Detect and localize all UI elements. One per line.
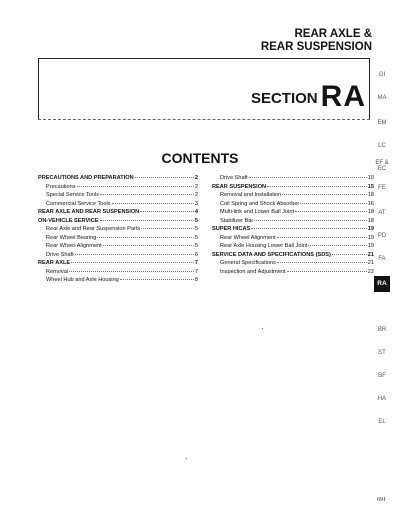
toc-entry-label: Inspection and Adjustment xyxy=(220,268,286,275)
toc-entry-label: SERVICE DATA AND SPECIFICATIONS (SDS) xyxy=(212,251,331,258)
section-tab: GI xyxy=(378,72,386,78)
toc-dot-leader xyxy=(277,262,367,263)
toc-dot-leader xyxy=(300,203,366,204)
section-tab: MA xyxy=(377,95,387,101)
toc-entry-page: 6 xyxy=(194,251,198,258)
toc-entry xyxy=(212,183,374,192)
toc-dot-leader xyxy=(135,177,194,178)
toc-entry xyxy=(38,251,198,260)
toc-entry-page: 15 xyxy=(367,183,374,190)
section-tab: BR xyxy=(377,327,387,333)
section-tab: FE xyxy=(378,185,386,191)
toc-dot-leader xyxy=(282,194,367,195)
toc-dot-leader xyxy=(103,245,194,246)
title-frame-right-border xyxy=(369,58,370,120)
title-frame-left-border xyxy=(38,58,39,120)
section-tab: BF xyxy=(378,373,386,379)
toc-entry xyxy=(38,174,198,183)
toc-entry xyxy=(38,183,198,192)
page-number: 691 xyxy=(377,497,386,503)
header-title-line2: REAR SUSPENSION xyxy=(260,41,372,53)
toc-entry-page: 7 xyxy=(194,268,198,275)
toc-dot-leader xyxy=(100,194,194,195)
header-title xyxy=(261,28,372,54)
toc-dot-leader xyxy=(249,177,367,178)
toc-entry-label: Stabilizer Bar xyxy=(220,217,254,224)
toc-entry-page: 19 xyxy=(367,243,374,249)
contents-heading: CONTENTS xyxy=(161,150,239,166)
toc-entry-page: 10 xyxy=(367,175,374,181)
toc-dot-leader xyxy=(97,237,194,238)
toc-dot-leader xyxy=(287,271,367,272)
toc-entry-page: 8 xyxy=(194,277,198,283)
section-tab: PD xyxy=(377,233,387,239)
toc-dot-leader xyxy=(71,262,194,263)
section-tab: RA xyxy=(374,276,390,292)
toc-entry xyxy=(38,191,198,200)
toc-dot-leader xyxy=(112,203,194,204)
toc-entry-label: REAR AXLE AND REAR SUSPENSION xyxy=(38,209,140,215)
toc-entry xyxy=(212,200,374,209)
toc-entry-page: 19 xyxy=(367,234,374,241)
toc-entry xyxy=(212,191,374,200)
toc-entry-page: 2 xyxy=(194,192,198,198)
toc-entry-label: Drive Shaft xyxy=(46,251,74,258)
toc-entry-label: Drive Shaft xyxy=(220,175,248,181)
toc-entry xyxy=(212,225,374,234)
toc-entry-label: Coil Spring and Shock Absorber xyxy=(220,200,300,207)
toc-dot-leader xyxy=(140,211,194,212)
toc-entry-page: 5 xyxy=(194,217,198,224)
toc-entry-page: 16 xyxy=(367,200,374,207)
toc-entry xyxy=(38,208,198,217)
toc-entry-page: 18 xyxy=(367,217,374,224)
toc-entry-label: Commercial Service Tools xyxy=(46,200,111,207)
toc-entry xyxy=(38,200,198,209)
toc-entry-page: 5 xyxy=(194,234,198,241)
toc-entry xyxy=(38,242,198,251)
section-tab: LC xyxy=(378,143,386,149)
toc-dot-leader xyxy=(295,211,367,212)
toc-dot-leader xyxy=(77,186,194,187)
scan-speck xyxy=(186,458,187,459)
toc-entry-page: 18 xyxy=(367,209,374,215)
toc-entry-label: PRECAUTIONS AND PREPARATION xyxy=(38,175,134,181)
toc-entry-page: 2 xyxy=(194,175,198,181)
toc-entry-label: REAR AXLE xyxy=(38,260,71,266)
section-tab: EL xyxy=(378,419,386,425)
toc-dot-leader xyxy=(254,220,367,221)
toc-entry xyxy=(212,268,374,277)
toc-entry-label: Precautions xyxy=(46,183,76,190)
toc-entry-page: 19 xyxy=(367,226,374,232)
title-frame-top-border xyxy=(38,58,370,59)
toc-entry-label: Removal xyxy=(46,268,69,275)
scan-speck xyxy=(262,328,263,329)
section-tab: FA xyxy=(378,256,386,262)
toc-entry-page: 7 xyxy=(194,260,198,266)
toc-entry-label: Removal and Installation xyxy=(220,192,282,198)
toc-entry xyxy=(38,259,198,268)
toc-entry-label: General Specifications xyxy=(220,260,276,266)
toc-entry xyxy=(212,174,374,183)
toc-dot-leader xyxy=(277,237,367,238)
section-tab: AT xyxy=(378,210,386,216)
toc-entry-page: 4 xyxy=(194,209,198,215)
toc-entry-page: 2 xyxy=(194,183,198,190)
title-frame-bottom-border xyxy=(38,119,370,120)
toc-dot-leader xyxy=(308,245,366,246)
toc-dot-leader xyxy=(69,271,194,272)
toc-dot-leader xyxy=(120,279,194,280)
toc-entry-page: 22 xyxy=(367,268,374,275)
toc-dot-leader xyxy=(267,186,367,187)
section-word: SECTION xyxy=(250,90,318,107)
toc-entry-page: 3 xyxy=(194,200,198,207)
toc-entry xyxy=(38,234,198,243)
toc-entry xyxy=(212,251,374,260)
toc-entry xyxy=(212,217,374,226)
toc-entry-label: Rear Wheel Alignment xyxy=(220,234,276,241)
section-tab: EM xyxy=(377,120,387,126)
toc-entry-label: ON-VEHICLE SERVICE xyxy=(38,217,99,224)
toc-entry-label: Rear Axle Housing Lower Ball Joint xyxy=(220,243,308,249)
toc-dot-leader xyxy=(75,254,194,255)
section-tab: ST xyxy=(378,350,386,356)
toc-entry-page: 5 xyxy=(194,243,198,249)
toc-entry-page: 18 xyxy=(367,192,374,198)
toc-entry-label: Wheel Hub and Axle Housing xyxy=(46,277,119,283)
toc-entry xyxy=(212,234,374,243)
header-title-line1: REAR AXLE & xyxy=(294,28,372,40)
toc-entry xyxy=(38,268,198,277)
section-tab: EF & EC xyxy=(375,160,389,172)
toc-entry-label: Rear Axle and Rear Suspension Parts xyxy=(46,226,141,232)
toc-right-column xyxy=(212,174,374,276)
toc-dot-leader xyxy=(251,228,367,229)
toc-left-column xyxy=(38,174,198,285)
toc-dot-leader xyxy=(100,220,194,221)
toc-entry-page: 5 xyxy=(194,226,198,232)
toc-entry xyxy=(38,217,198,226)
toc-entry-label: Rear Wheel Bearing xyxy=(46,234,97,241)
toc-entry xyxy=(212,242,374,251)
toc-entry-label: REAR SUSPENSION xyxy=(212,183,267,190)
section-code: RA xyxy=(320,80,366,113)
toc-entry-label: Rear Wheel Alignment xyxy=(46,243,102,249)
toc-entry xyxy=(212,259,374,268)
toc-entry xyxy=(212,208,374,217)
toc-dot-leader xyxy=(332,254,367,255)
toc-entry-page: 21 xyxy=(367,260,374,266)
toc-entry xyxy=(38,225,198,234)
toc-entry-page: 21 xyxy=(367,251,374,258)
section-title xyxy=(251,80,366,114)
toc-entry-label: Multi-link and Lower Ball Joint xyxy=(220,209,294,215)
toc-entry-label: SUPER HICAS xyxy=(212,226,251,232)
toc-dot-leader xyxy=(141,228,194,229)
toc-entry-label: Special Service Tools xyxy=(46,192,100,198)
section-tab: HA xyxy=(377,396,387,402)
toc-entry xyxy=(38,276,198,285)
